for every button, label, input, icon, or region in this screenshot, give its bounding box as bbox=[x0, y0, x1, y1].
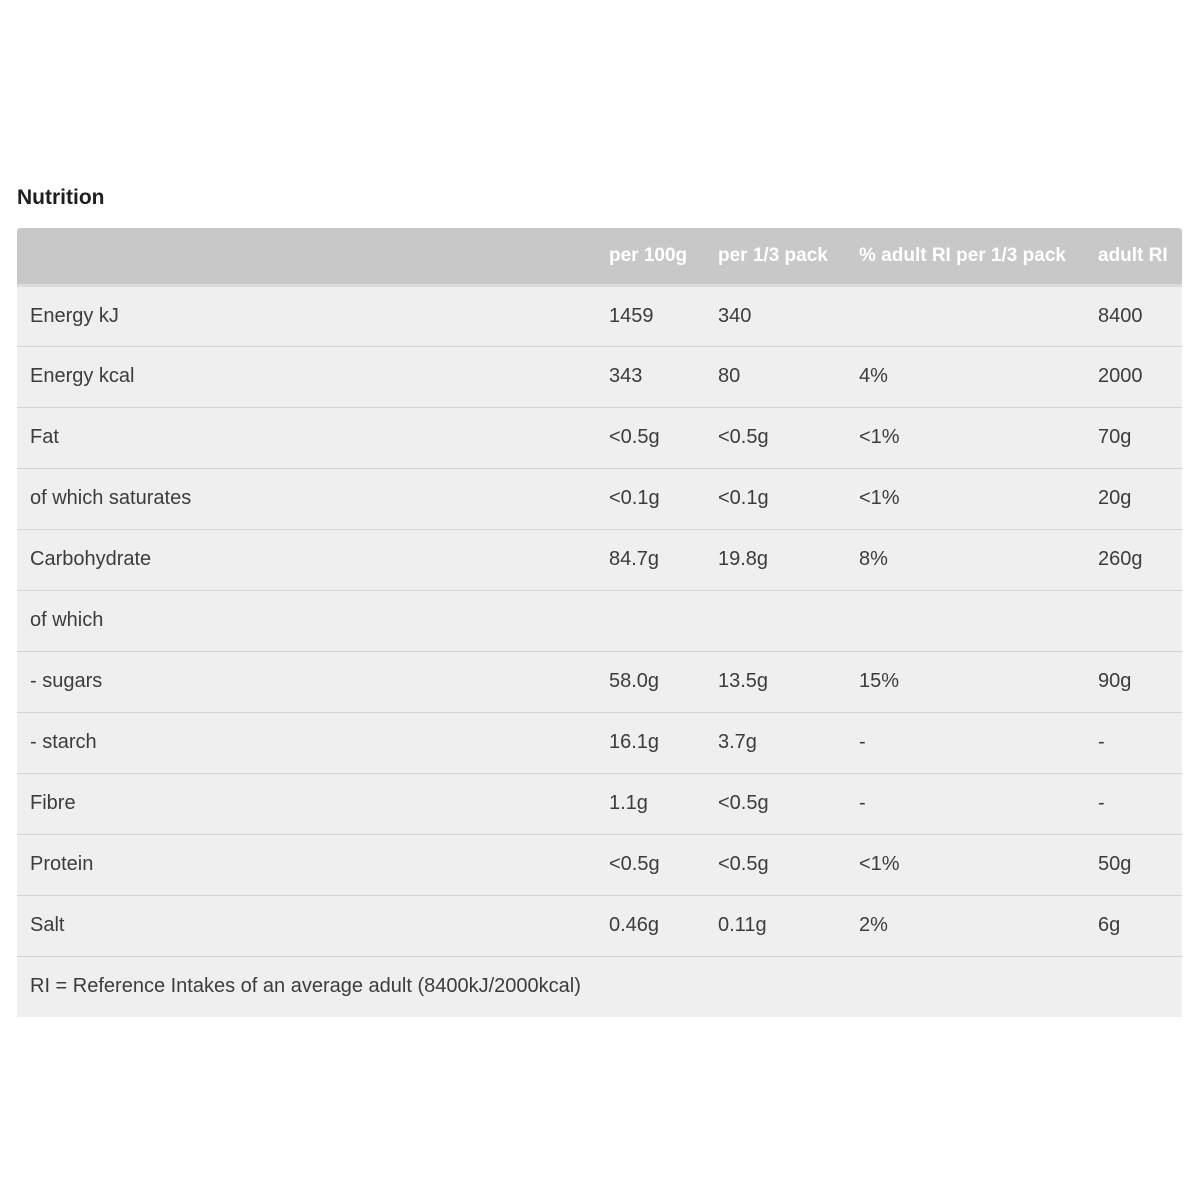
pct-ri-value bbox=[859, 590, 1098, 651]
table-row bbox=[17, 407, 1182, 468]
nutrient-name: of which saturates bbox=[30, 487, 192, 509]
section-title: Nutrition bbox=[17, 186, 105, 209]
per-pack-value: <0.5g bbox=[718, 792, 769, 814]
pct-ri-value: - bbox=[859, 792, 866, 814]
per-100g-value bbox=[609, 590, 718, 651]
nutrient-name: Salt bbox=[30, 914, 65, 936]
adult-ri-value bbox=[1098, 590, 1182, 651]
per-100g-value: 1.1g bbox=[609, 792, 648, 814]
nutrient-name: Fat bbox=[30, 426, 59, 448]
table-row bbox=[17, 529, 1182, 590]
per-100g-value: 16.1g bbox=[609, 731, 660, 753]
adult-ri-value: 50g bbox=[1098, 853, 1132, 875]
adult-ri-value: 2000 bbox=[1098, 365, 1143, 387]
table-row bbox=[17, 712, 1182, 773]
per-100g-value: 1459 bbox=[609, 304, 654, 327]
per-100g-value: 84.7g bbox=[609, 548, 660, 570]
adult-ri-value: 8400 bbox=[1098, 304, 1143, 327]
adult-ri-value: 90g bbox=[1098, 670, 1132, 692]
per-pack-value: 3.7g bbox=[718, 731, 757, 753]
pct-ri-value bbox=[859, 285, 1098, 346]
table-row bbox=[17, 285, 1182, 346]
pct-ri-value: 15% bbox=[859, 670, 900, 692]
pct-ri-value: 4% bbox=[859, 365, 888, 387]
table-row bbox=[17, 773, 1182, 834]
per-pack-value: <0.5g bbox=[718, 853, 769, 875]
adult-ri-value: 70g bbox=[1098, 426, 1132, 448]
nutrient-name: Energy kcal bbox=[30, 365, 135, 387]
nutrient-name: of which bbox=[30, 609, 104, 631]
adult-ri-value: - bbox=[1098, 731, 1105, 753]
pct-ri-value: <1% bbox=[859, 853, 900, 875]
adult-ri-value: 20g bbox=[1098, 487, 1132, 509]
per-pack-value bbox=[718, 590, 859, 651]
per-100g-value: 58.0g bbox=[609, 670, 660, 692]
column-header-per-100g: per 100g bbox=[609, 228, 718, 285]
column-header-pct-ri: % adult RI per 1/3 pack bbox=[859, 228, 1098, 285]
per-pack-value: <0.1g bbox=[718, 487, 769, 509]
nutrient-name: Energy kJ bbox=[30, 304, 119, 327]
table-row bbox=[17, 346, 1182, 407]
per-pack-value: 13.5g bbox=[718, 670, 769, 692]
column-header-adult-ri: adult RI bbox=[1098, 228, 1182, 285]
pct-ri-value: <1% bbox=[859, 426, 900, 448]
per-100g-value: 343 bbox=[609, 365, 643, 387]
per-100g-value: <0.5g bbox=[609, 426, 660, 448]
adult-ri-value: 6g bbox=[1098, 914, 1121, 936]
footnote-text: RI = Reference Intakes of an average adult (8400kJ/2000kcal) bbox=[30, 975, 581, 998]
per-pack-value: 340 bbox=[718, 304, 752, 327]
per-pack-value: 19.8g bbox=[718, 548, 769, 570]
per-100g-value: <0.5g bbox=[609, 853, 660, 875]
nutrient-name: Carbohydrate bbox=[30, 548, 152, 570]
adult-ri-value: - bbox=[1098, 792, 1105, 814]
column-header-nutrient bbox=[17, 228, 609, 285]
nutrient-name: - sugars bbox=[30, 670, 103, 692]
table-body bbox=[17, 285, 1182, 1017]
pct-ri-value: 2% bbox=[859, 914, 888, 936]
nutrient-name: Protein bbox=[30, 853, 94, 875]
nutrient-name: Fibre bbox=[30, 792, 76, 814]
adult-ri-value: 260g bbox=[1098, 548, 1143, 570]
per-100g-value: <0.1g bbox=[609, 487, 660, 509]
nutrition-table bbox=[17, 228, 1182, 1017]
table-row bbox=[17, 590, 1182, 651]
table-row bbox=[17, 834, 1182, 895]
per-pack-value: <0.5g bbox=[718, 426, 769, 448]
pct-ri-value: - bbox=[859, 731, 866, 753]
per-pack-value: 80 bbox=[718, 365, 741, 387]
pct-ri-value: 8% bbox=[859, 548, 888, 570]
per-100g-value: 0.46g bbox=[609, 914, 660, 936]
table-row bbox=[17, 651, 1182, 712]
column-header-per-pack: per 1/3 pack bbox=[718, 228, 859, 285]
footnote-row bbox=[17, 956, 1182, 1017]
table-row bbox=[17, 895, 1182, 956]
per-pack-value: 0.11g bbox=[718, 914, 767, 936]
table-header-row bbox=[17, 228, 1182, 285]
table-row bbox=[17, 468, 1182, 529]
nutrient-name: - starch bbox=[30, 731, 97, 753]
pct-ri-value: <1% bbox=[859, 487, 900, 509]
